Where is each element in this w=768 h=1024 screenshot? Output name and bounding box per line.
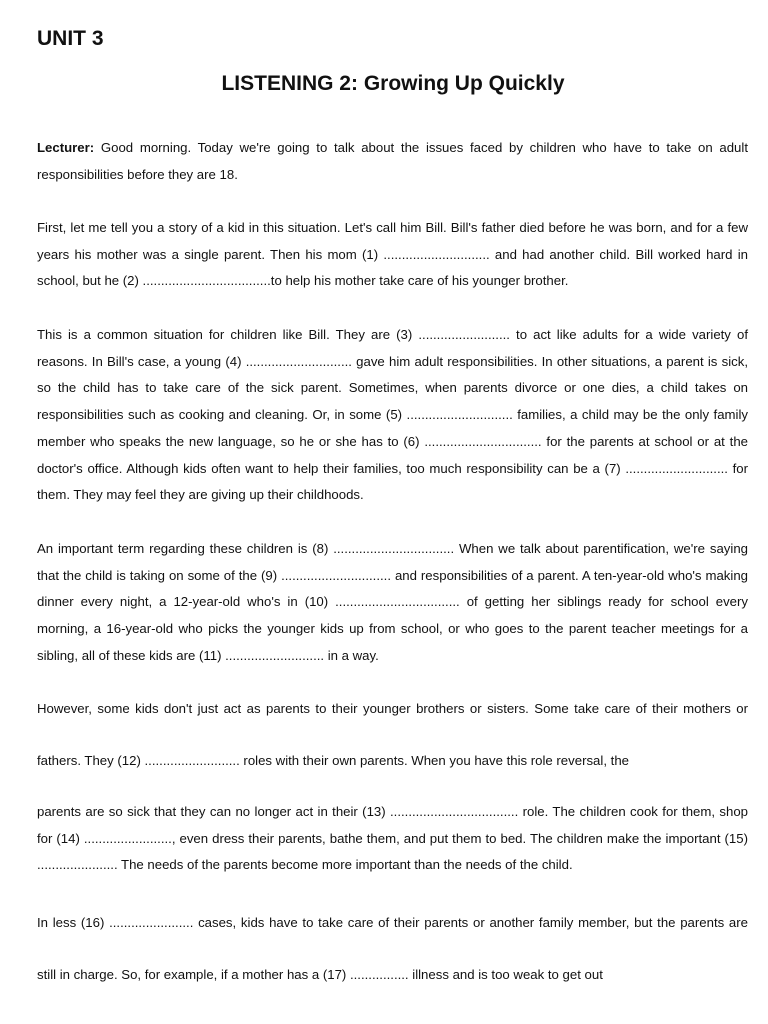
paragraph-text: In less (16) ....................... cases, kids have to take care of their parents or another family member, but the parents are still in charge. So, for example, if a mother has a (17) ................ illness and is too weak to get out: [37, 915, 748, 982]
paragraph-text: parents are so sick that they can no longer act in their (13) ................................... role. The children cook for them, shop for (14) ........................, even dress their parents, bathe them, and put them to bed. The children make the important (15) ...................... The needs of the parents become more important than the needs of the child.: [37, 804, 748, 873]
paragraph-text: This is a common situation for children like Bill. They are (3) ......................... to act like adults for a wide variety of reasons. In Bill's case, a young (4) ............................. gave him adult responsibilities. In other situations, a parent is sick, so the child has to take care of the sick parent. Sometimes, when parents divorce or one dies, a child takes on responsibilities such as cooking and cleaning. Or, in some (5) ............................. families, a child may be the only family member who speaks the new language, so he or she has to (6) ................................ for the parents at school or at the doctor's office. Although kids often want to help their families, too much responsibility can be a (7) ............................ for them. They may feel they are giving up their childhoods.: [37, 327, 748, 503]
page-title: LISTENING 2: Growing Up Quickly: [221, 72, 565, 95]
speaker-label: Lecturer:: [37, 140, 95, 155]
paragraph-text: An important term regarding these children is (8) ................................. When we talk about parentification, we're saying that the child is taking on some of the (9) .............................. and responsibilities of a parent. A ten-year-old who's making dinner every night, a 12-year-old who's in (10) .................................. of getting her siblings ready for school every morning, a 16-year-old who picks the younger kids up from school, or who goes to the parent teacher meetings for a sibling, all of these kids are (11) ........................... in a way.: [37, 541, 748, 663]
unit-heading: UNIT 3: [37, 27, 104, 50]
paragraph-role-reversal: [37, 683, 748, 787]
paragraph-common-situation: [37, 322, 748, 509]
paragraph-text: Good morning. Today we're going to talk about the issues faced by children who have to take on adult responsibilities before they are 18.: [37, 140, 748, 182]
paragraph-parentification: [37, 536, 748, 670]
paragraph-text: However, some kids don't just act as parents to their younger brothers or sisters. Some take care of their mothers or fathers. They (12) .......................... roles with their own parents. When you have this role reversal, the: [37, 701, 748, 768]
paragraph-less-cases: [37, 897, 748, 1001]
paragraph-text: First, let me tell you a story of a kid in this situation. Let's call him Bill. Bill's father died before he was born, and for a few years his mother was a single parent. Then his mom (1) ............................. and had another child. Bill worked hard in school, but he (2) ...................................to help his mother take care of his younger brother.: [37, 220, 748, 289]
paragraph-intro: [37, 135, 748, 188]
paragraph-bill-story: [37, 215, 748, 295]
paragraph-sick-parents: [37, 799, 748, 879]
